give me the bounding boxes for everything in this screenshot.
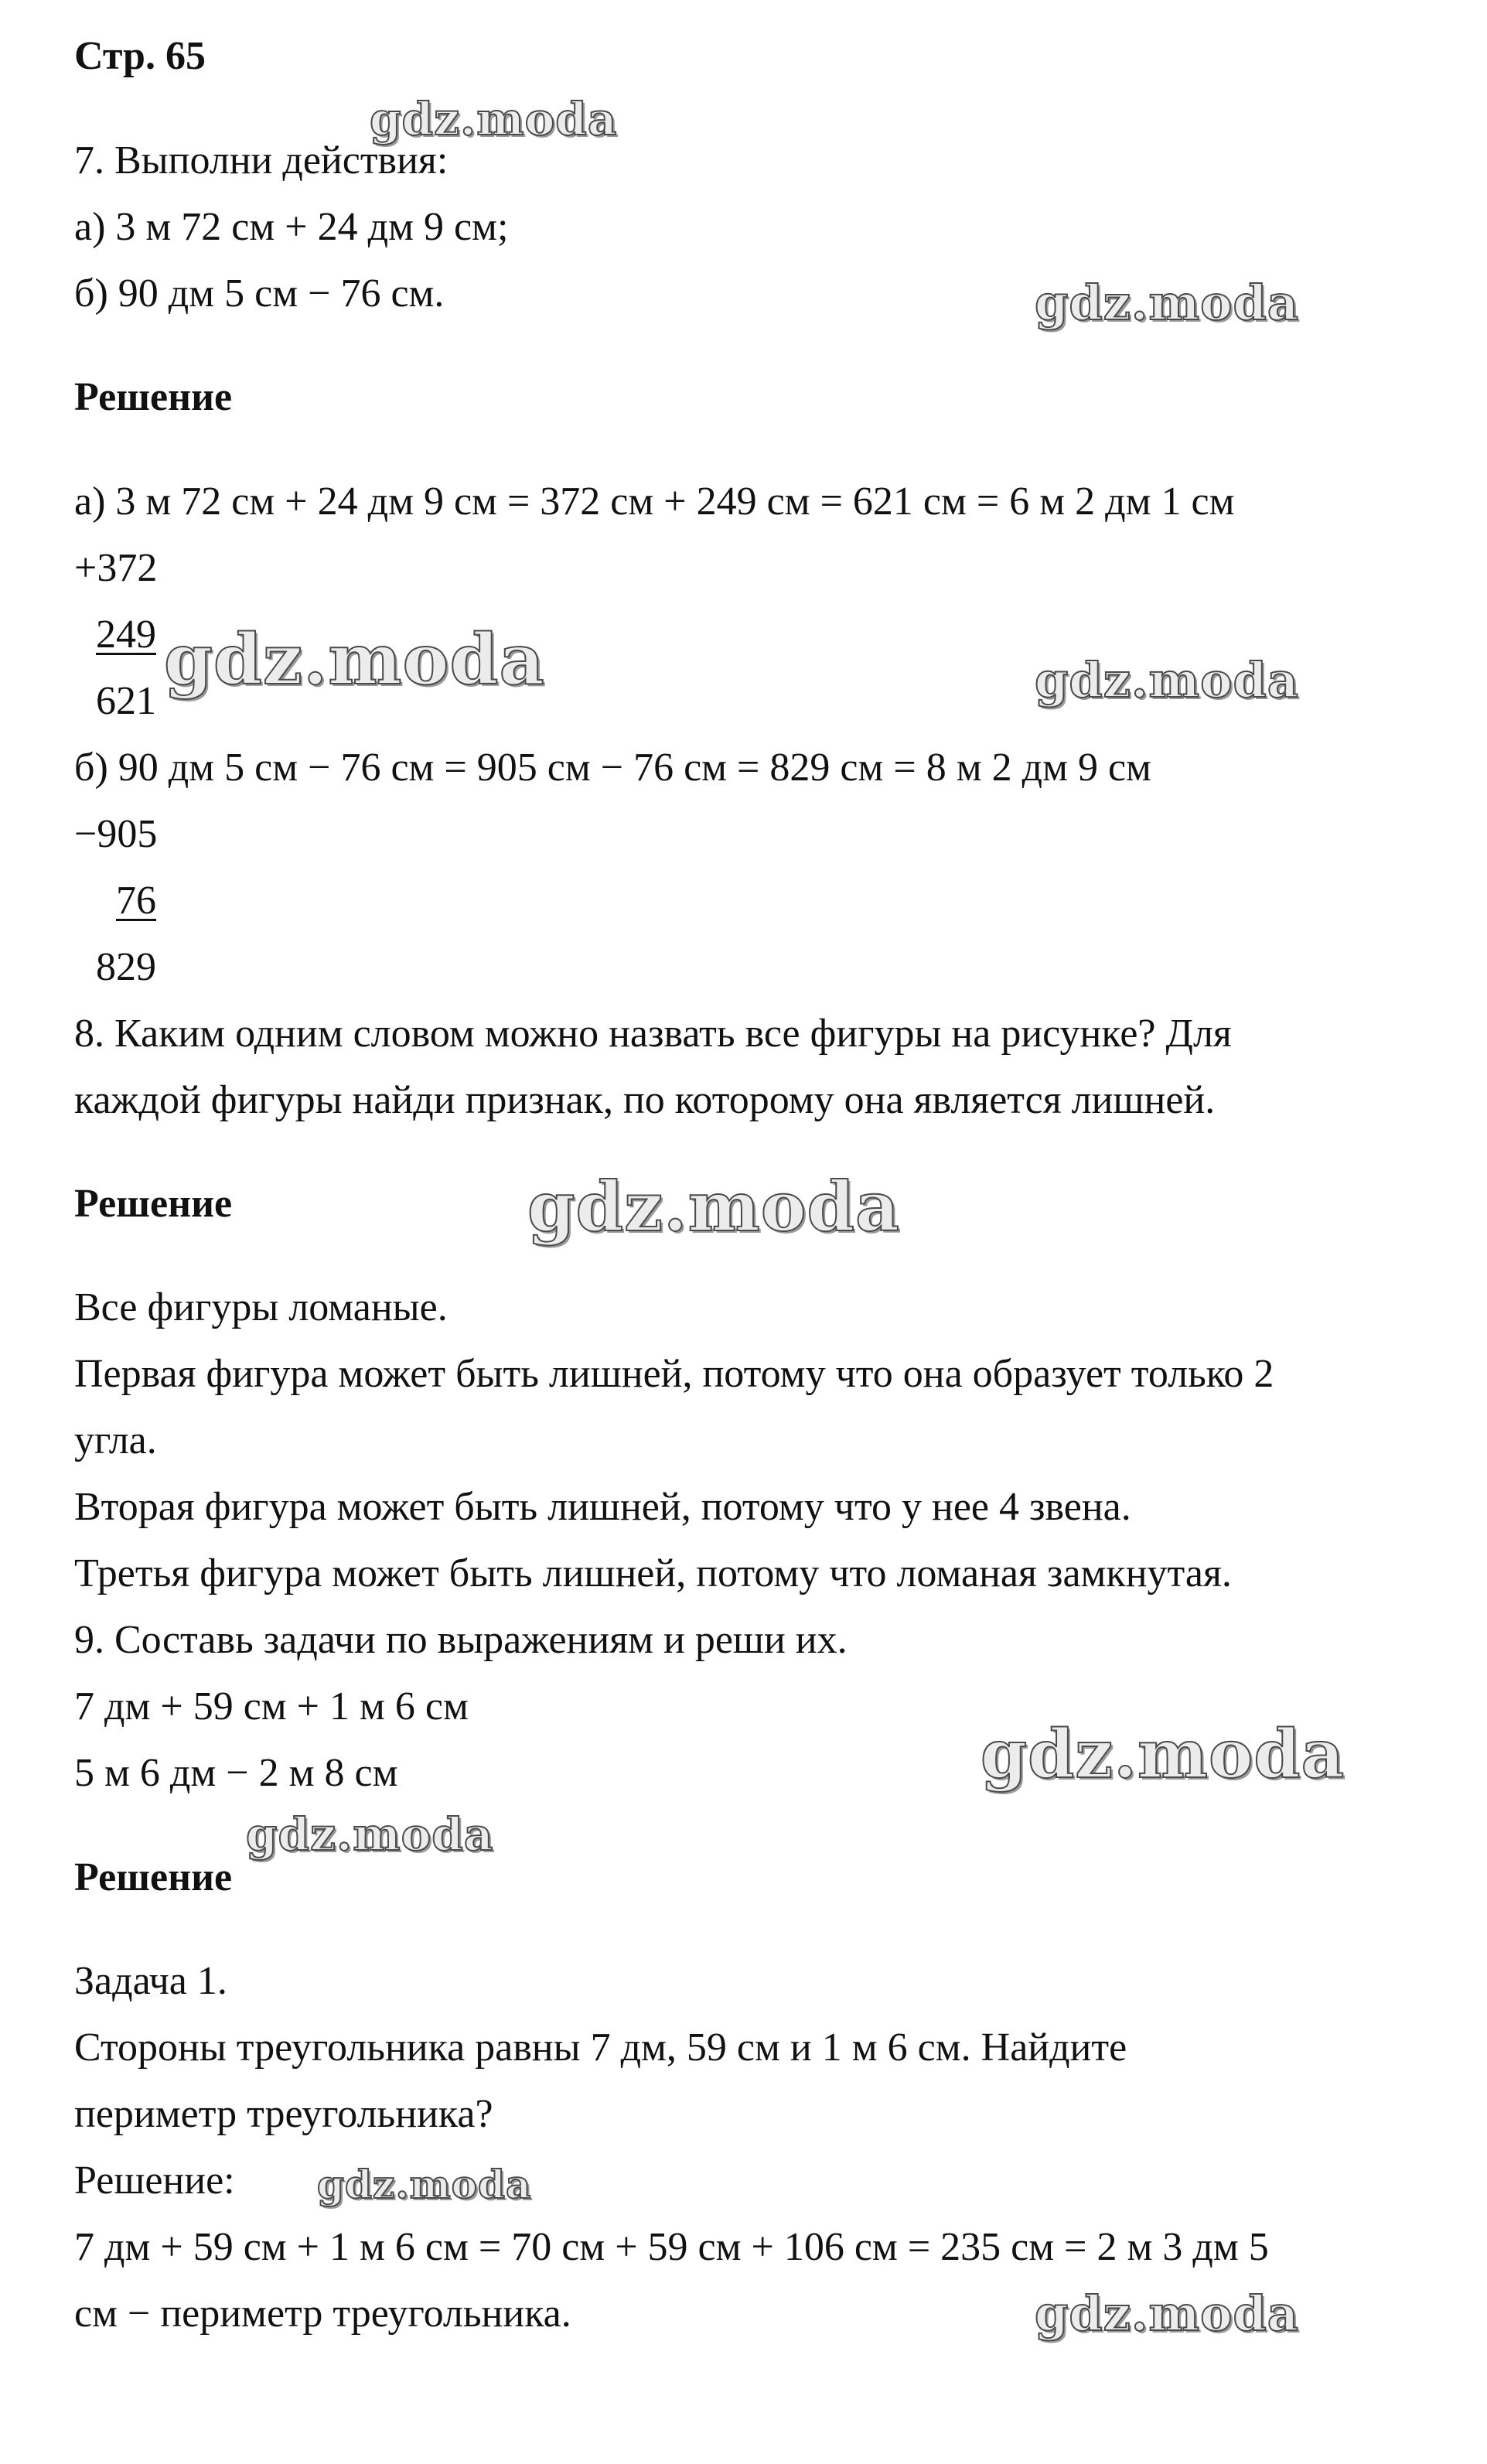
watermark: gdz.moda <box>164 619 545 701</box>
task-7-title: 7. Выполни действия: <box>74 138 448 183</box>
problem-1-text-line-1: Стороны треугольника равны 7 дм, 59 см и 1 м 6 см. Найдите <box>74 2025 1127 2070</box>
task-8-answer-line: Вторая фигура может быть лишней, потому что у нее 4 звена. <box>74 1485 1131 1529</box>
task-8-answer-line: Третья фигура может быть лишней, потому что ломаная замкнутая. <box>74 1551 1232 1595</box>
task-9-title: 9. Составь задачи по выражениям и реши их. <box>74 1618 848 1662</box>
watermark: gdz.moda <box>1035 275 1299 331</box>
task-7-item-a: а) 3 м 72 см + 24 дм 9 см; <box>74 205 509 249</box>
column-addition-second: 249 <box>96 613 156 657</box>
watermark: gdz.moda <box>981 1715 1345 1793</box>
column-addition-result: 621 <box>96 679 156 723</box>
column-subtraction-result: 829 <box>96 945 156 989</box>
task-9-solution-heading: Решение <box>74 1855 233 1899</box>
problem-1-solution-label: Решение: <box>74 2159 235 2203</box>
task-8-answer-line: Первая фигура может быть лишней, потому что она образует только 2 <box>74 1352 1274 1396</box>
page-title: Стр. 65 <box>74 34 206 78</box>
watermark: gdz.moda <box>527 1166 901 1247</box>
problem-1-title: Задача 1. <box>74 1959 227 2003</box>
column-addition-first: +372 <box>74 546 158 590</box>
watermark: gdz.moda <box>1035 2285 1299 2342</box>
watermark: gdz.moda <box>1035 652 1299 708</box>
problem-1-calculation-line-2: см − периметр треугольника. <box>74 2292 571 2336</box>
problem-1-calculation-line-1: 7 дм + 59 см + 1 м 6 см = 70 см + 59 см + 106 см = 235 см = 2 м 3 дм 5 <box>74 2225 1269 2269</box>
task-7-item-b: б) 90 дм 5 см − 76 см. <box>74 271 445 316</box>
watermark: gdz.moda <box>370 93 618 145</box>
task-7-solution-heading: Решение <box>74 375 233 419</box>
task-7-solution-b: б) 90 дм 5 см − 76 см = 905 см − 76 см = 829 см = 8 м 2 дм 9 см <box>74 746 1151 790</box>
task-9-expression-2: 5 м 6 дм − 2 м 8 см <box>74 1751 398 1795</box>
task-8-solution-heading: Решение <box>74 1182 233 1226</box>
task-9-expression-1: 7 дм + 59 см + 1 м 6 см <box>74 1684 469 1729</box>
watermark: gdz.moda <box>246 1808 494 1861</box>
task-8-answer-line: Все фигуры ломаные. <box>74 1285 448 1329</box>
task-8-text-line-1: 8. Каким одним словом можно назвать все фигуры на рисунке? Для <box>74 1012 1232 1056</box>
task-8-text-line-2: каждой фигуры найди признак, по которому она является лишней. <box>74 1078 1216 1122</box>
task-7-solution-a: а) 3 м 72 см + 24 дм 9 см = 372 см + 249 см = 621 см = 6 м 2 дм 1 см <box>74 479 1235 524</box>
watermark: gdz.moda <box>317 2162 532 2207</box>
column-subtraction-second: 76 <box>116 879 156 923</box>
column-subtraction-first: −905 <box>74 812 158 856</box>
task-8-answer-line: угла. <box>74 1418 157 1462</box>
problem-1-text-line-2: периметр треугольника? <box>74 2092 493 2136</box>
